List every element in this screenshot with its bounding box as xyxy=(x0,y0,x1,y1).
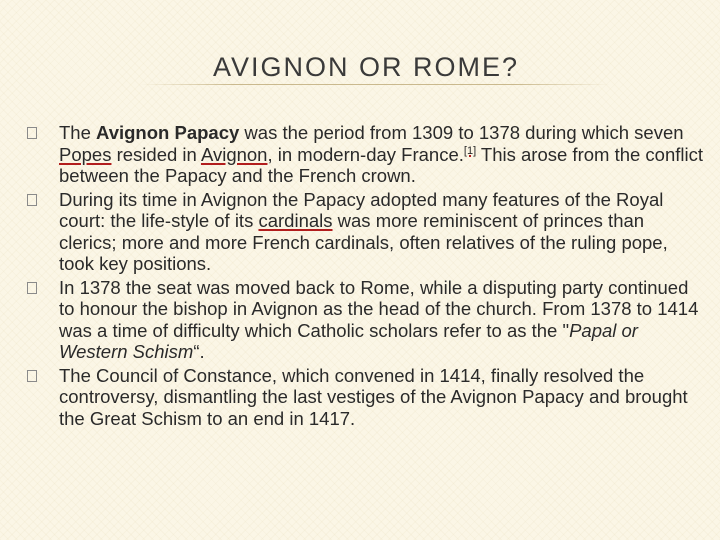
bullet-item-1 xyxy=(24,122,704,187)
bullet-marker-icon xyxy=(27,194,37,206)
title-area xyxy=(0,52,720,83)
bullet-text: “. xyxy=(193,341,205,362)
slide-title: AVIGNON OR ROME? xyxy=(212,52,520,82)
bullet-text: , in modern-day France. xyxy=(267,143,464,165)
bullet-item-3 xyxy=(24,277,704,363)
bullet-text: In 1378 the seat was moved back to Rome, while a disputing party continued to honour the bishop in Avignon as the head of the church. From 1378 to 1414 was a time of difficulty which Catholic scholars refer to as the " xyxy=(59,276,699,341)
popes-link[interactable]: Popes xyxy=(59,143,112,165)
bullet-marker-icon xyxy=(27,282,37,294)
bullet-text: resided in xyxy=(111,143,201,165)
bullet-text: The Council of Constance, which convened in 1414, finally resolved the controversy, dismantling the last vestiges of the Avignon Papacy and brought the Great Schism to an end in 1417. xyxy=(59,364,688,429)
bullet-item-4 xyxy=(24,365,704,430)
avignon-link[interactable]: Avignon xyxy=(200,143,268,165)
bullet-item-2 xyxy=(24,189,704,275)
bullet-text: During its time in Avignon the Papacy adopted many features of the Royal court: the life-style of its xyxy=(59,188,664,231)
bullet-text: This arose from the conflict between the Papacy and the French crown. xyxy=(59,143,704,186)
cardinals-link[interactable]: cardinals xyxy=(258,210,333,231)
bullet-text: was the period from 1309 to 1378 during which seven xyxy=(239,122,684,143)
italic-term: Papal or Western Schism xyxy=(59,319,638,362)
bullet-text: The xyxy=(59,122,97,143)
bullet-list xyxy=(24,122,704,431)
bullet-text: was more reminiscent of princes than clerics; more and more French cardinals, often relatives of the ruling pope, took key positions. xyxy=(59,210,668,274)
title-divider xyxy=(140,84,610,85)
bullet-marker-icon xyxy=(27,127,37,139)
bullet-marker-icon xyxy=(27,370,37,382)
footnote-link[interactable]: [1] xyxy=(463,144,477,157)
bold-term: Avignon Papacy xyxy=(96,122,240,143)
